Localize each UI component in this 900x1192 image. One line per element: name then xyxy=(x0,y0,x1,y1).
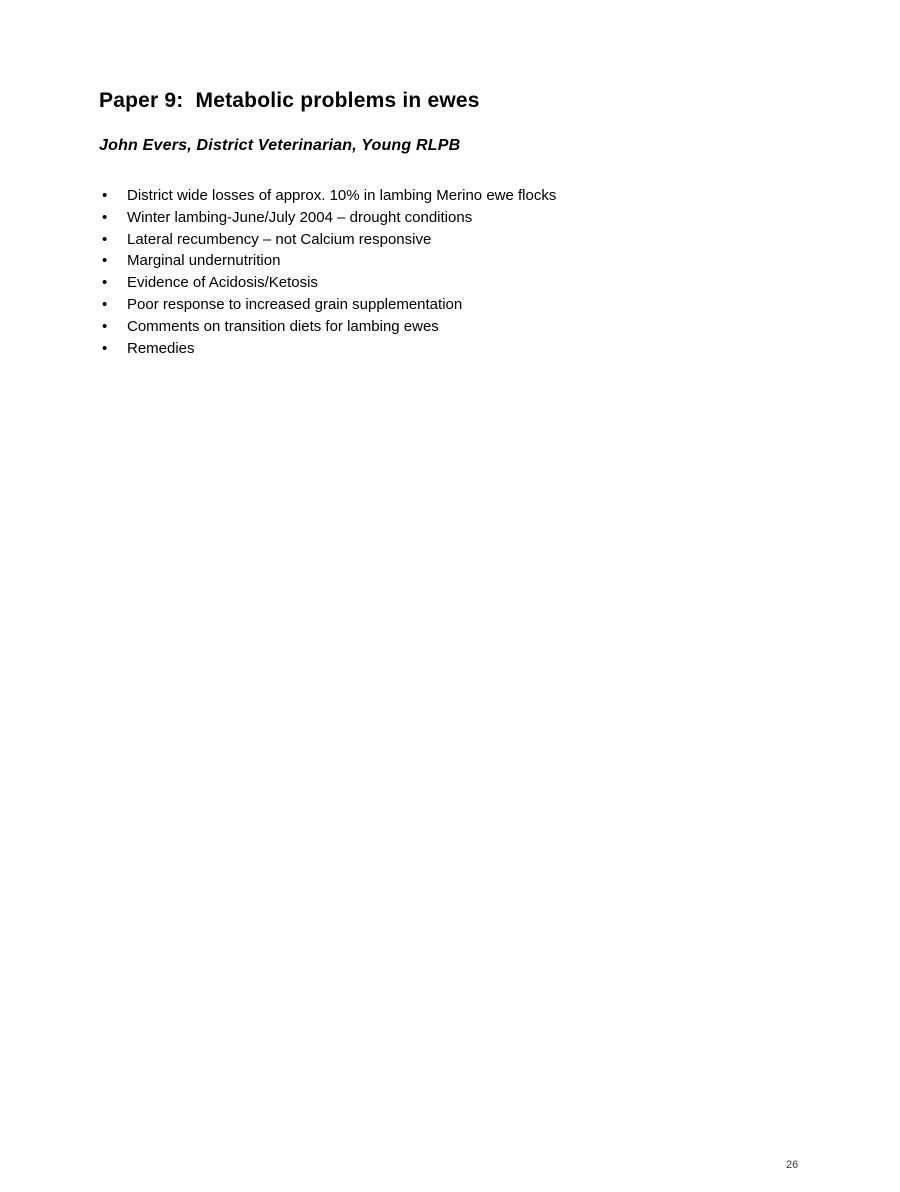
list-item xyxy=(99,250,556,272)
bullet-icon: • xyxy=(102,274,108,292)
list-item-text: Poor response to increased grain supplementation xyxy=(127,295,463,313)
page-title: Paper 9: Metabolic problems in ewes xyxy=(99,89,480,112)
byline: John Evers, District Veterinarian, Young RLPB xyxy=(99,137,461,154)
list-item xyxy=(99,185,556,207)
list-item xyxy=(99,316,556,338)
bullet-icon: • xyxy=(102,339,108,357)
bullet-list xyxy=(99,185,556,359)
list-item xyxy=(99,207,556,229)
list-item xyxy=(99,294,556,316)
list-item-text: Lateral recumbency – not Calcium responsive xyxy=(127,230,432,248)
list-item-text: District wide losses of approx. 10% in lambing Merino ewe flocks xyxy=(127,187,557,204)
bullet-icon: • xyxy=(102,187,108,204)
list-item-text: Comments on transition diets for lambing ewes xyxy=(127,317,439,335)
bullet-icon: • xyxy=(102,208,108,226)
list-item-text: Evidence of Acidosis/Ketosis xyxy=(127,274,318,292)
list-item xyxy=(99,229,556,251)
bullet-icon: • xyxy=(102,295,108,313)
list-item-text: Marginal undernutrition xyxy=(127,252,281,270)
list-item xyxy=(99,338,556,360)
page-number: 26 xyxy=(786,1159,799,1171)
bullet-icon: • xyxy=(102,230,108,248)
list-item-text: Remedies xyxy=(127,339,195,357)
list-item-text: Winter lambing-June/July 2004 – drought conditions xyxy=(127,208,473,226)
bullet-icon: • xyxy=(102,317,108,335)
bullet-icon: • xyxy=(102,252,108,270)
list-item xyxy=(99,272,556,294)
